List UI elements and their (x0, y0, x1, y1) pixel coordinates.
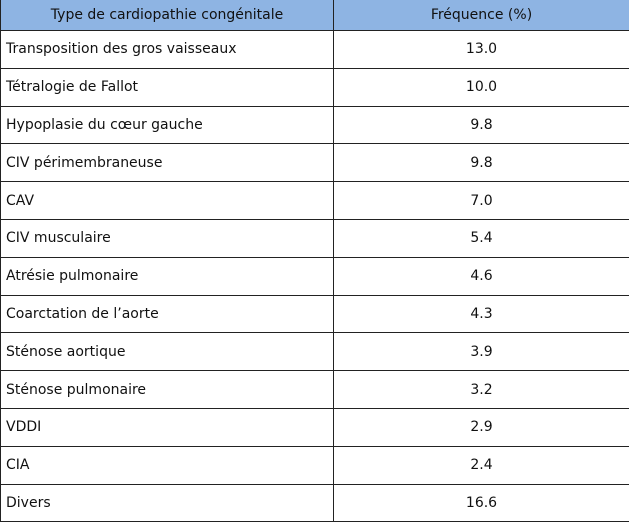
cell-frequency: 16.6 (334, 484, 629, 522)
table-row (1, 484, 629, 522)
table-row (1, 257, 629, 295)
cell-type: CIV périmembraneuse (1, 144, 334, 182)
cell-frequency: 3.2 (334, 371, 629, 409)
cell-frequency: 9.8 (334, 144, 629, 182)
table-row (1, 144, 629, 182)
cell-type: Coarctation de l’aorte (1, 295, 334, 333)
table-row (1, 446, 629, 484)
table-row (1, 106, 629, 144)
cell-frequency: 5.4 (334, 219, 629, 257)
cell-frequency: 2.9 (334, 408, 629, 446)
header-frequency: Fréquence (%) (334, 0, 629, 31)
table-body (1, 31, 629, 522)
cell-type: CIV musculaire (1, 219, 334, 257)
cell-type: Sténose pulmonaire (1, 371, 334, 409)
cell-frequency: 9.8 (334, 106, 629, 144)
header-type: Type de cardiopathie congénitale (1, 0, 334, 31)
cell-type: VDDI (1, 408, 334, 446)
cell-frequency: 2.4 (334, 446, 629, 484)
cell-frequency: 4.3 (334, 295, 629, 333)
cell-frequency: 10.0 (334, 68, 629, 106)
cell-type: Transposition des gros vaisseaux (1, 31, 334, 69)
cell-type: Sténose aortique (1, 333, 334, 371)
cell-frequency: 3.9 (334, 333, 629, 371)
cell-type: Divers (1, 484, 334, 522)
table-row (1, 219, 629, 257)
table-header (1, 0, 629, 31)
cell-frequency: 4.6 (334, 257, 629, 295)
cell-type: CIA (1, 446, 334, 484)
cell-frequency: 7.0 (334, 182, 629, 220)
table-row (1, 371, 629, 409)
table-row (1, 333, 629, 371)
table-row (1, 31, 629, 69)
header-row (1, 0, 629, 31)
cell-frequency: 13.0 (334, 31, 629, 69)
cell-type: Hypoplasie du cœur gauche (1, 106, 334, 144)
table-row (1, 408, 629, 446)
cell-type: CAV (1, 182, 334, 220)
cell-type: Atrésie pulmonaire (1, 257, 334, 295)
table-row (1, 295, 629, 333)
table-row (1, 182, 629, 220)
cell-type: Tétralogie de Fallot (1, 68, 334, 106)
table-row (1, 68, 629, 106)
